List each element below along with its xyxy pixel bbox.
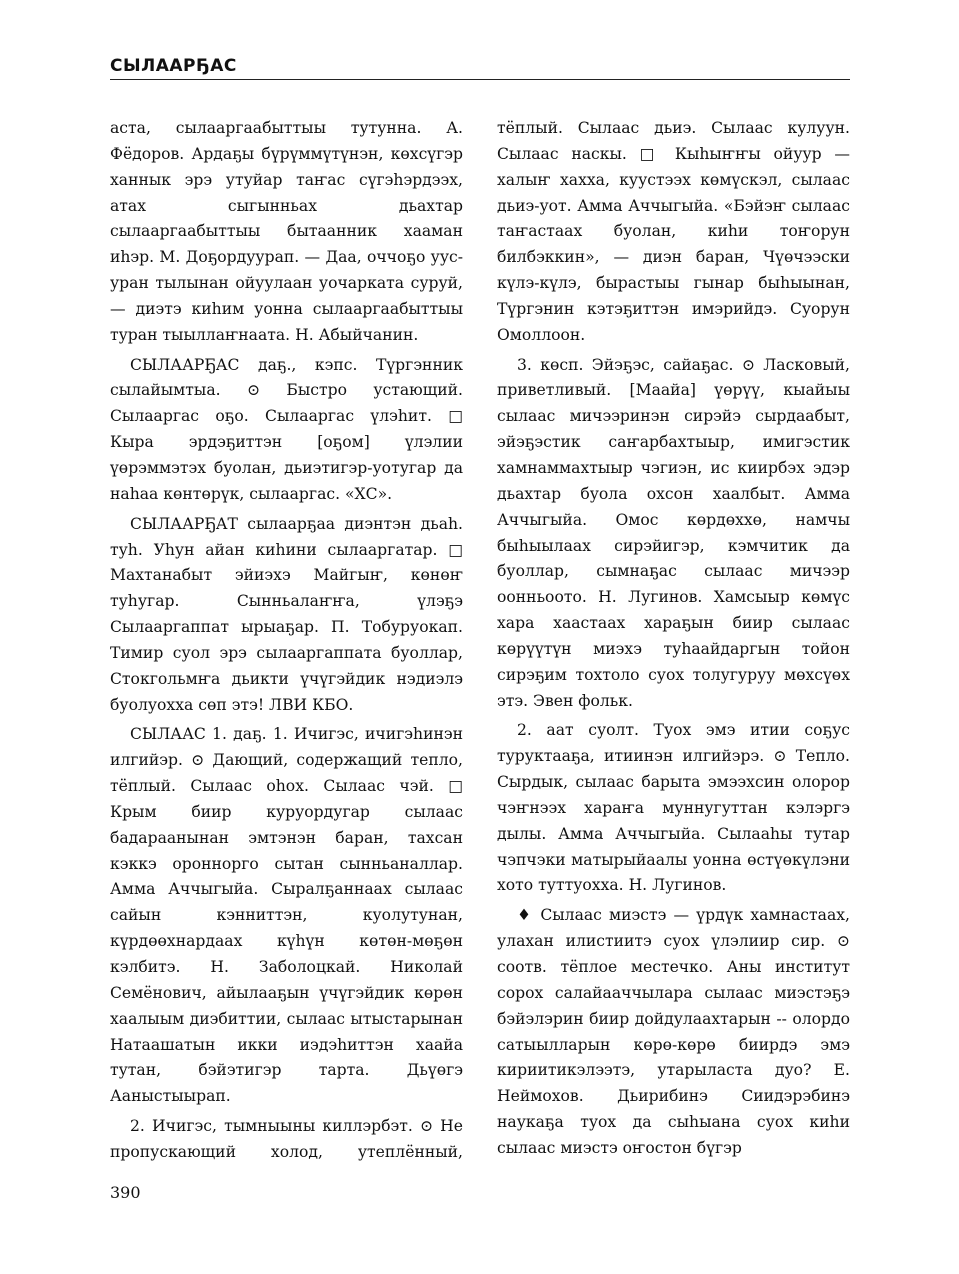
header-rule bbox=[110, 79, 850, 80]
entry-continuation: аста, сылааргаабыттыы тутунна. А. Фёдоров. Ардаҕы бүрүммүтүнэн, көхсүгэр ханнык эрэ утуйар таҥас сүгэһэрдээх, атах сыгынньах дьахтар сылааргаабыттыы бытаанник хааман иһэр. М. Доҕордуурап. — Даа, оччоҕо уус-уран тылынан ойуулаан уочарката суруй, — диэтэ киһим уонна сылааргаабыттыы туран тыыллаҥнаата. Н. Абыйчанин. bbox=[110, 119, 463, 344]
entry-sylaas-noun: 2. аат суолт. Туох эмэ итии соҕус туруктааҕа, итиинэн илгийэрэ. ⊙ Тепло. Сырдык, сылаас барыта эмээхсин олорор чэҥнээх хараҥа муннугуттан кэлэргэ дылы. Амма Аччыгыйа. Сылааһы тутар чэпчэки матырыйаалы уонна өстүөкүлэни хото туттуохха. Н. Лугинов. bbox=[497, 721, 850, 895]
entry-sylaas-sense-2-cont: тёплый. Сылаас дьиэ. Сылаас кулуун. Сылаас наскы. □ Кыһыҥҥы ойуур — халыҥ хахха, куустээх көмүскэл, сылаас дьиэ-уот. Амма Аччыгыйа. «Бэйэҥ сылаас таҥастаах буолан, киһи тоҥорун билбэккин», — диэн баран, Чүөчээски күлэ-күлэ, бырастыы гынар быһыынан, Түргэнин кэтэҕиттэн имэрийдэ. Суорун Омоллоон. bbox=[497, 119, 850, 344]
right-column bbox=[497, 116, 850, 1166]
entry-sylaargat: СЫЛААРҔАТ сылаарҕаа диэнтэн дьаһ. туһ. Уһун айан киһини сылааргатар. □ Махтанабыт эйиэхэ Майгыҥ, көнөҥ туһугар. Сынньалаҥҥа, үлэҕэ Сылааргаппат ырыаҕар. П. Тобуруокап. Тимир суол эрэ сылааргаппата буоллар, Стокгольмҥа дьикти үчүгэйдик нэдиэлэ буолуохха сөп этэ! ЛВИ КБО. bbox=[110, 514, 463, 714]
idiom-sylaas-mieste: ♦ Сылаас миэстэ — үрдүк хамнастаах, улахан илистиитэ суох үлэлиир сир. ⊙ соотв. тёплое местечко. Аны институт сорох салайааччылара сылаас миэстэҕэ бэйэлэрин биир дойдулаахтарын -- олордо сатыылларын көрө-көрө биирдэ эмэ кириитикэлээтэ, утарыласта дуо? Е. Неймохов. Дьирибинэ Сиидэрэбинэ наукаҕа туох да сыһыана суох киһи сылаас миэстэ оҥостон бүгэр bbox=[497, 906, 850, 1157]
left-column bbox=[110, 116, 463, 1170]
entry-sylaas-sense-2: 2. Ичигэс, тымныыны киллэрбэт. ⊙ Не пропускающий холод, утеплённый, bbox=[110, 1117, 463, 1161]
entry-sylaas-sense-3: 3. көсп. Эйэҕэс, сайаҕас. ⊙ Ласковый, приветливый. [Маайа] үөрүү, кыайыы сылаас мичээринэн сирэйэ сырдаабыт, эйэҕэстик саҥарбахтыыр, имигэстик хамнаммахтыыр чэгиэн, ис киирбэх эдэр дьахтар буола охсон хаалбыт. Амма Аччыгыйа. Омос көрдөххө, намчы быһыылаах сирэйигэр, кэмчитик да буоллар, сымнаҕас сылаас мичээр оонньоото. Н. Лугинов. Хамсыыр көмүс хара хаастаах хараҕын биир сылаас көрүүтүн миэхэ туһаайдаргын тойон сирэҕим тохтоло суох толугуруу мөхсүөх этэ. Эвен фольк. bbox=[497, 355, 850, 710]
running-header: СЫЛААРҔАС bbox=[110, 56, 237, 76]
entry-sylaas-1: СЫЛААС 1. даҕ. 1. Ичигэс, ичигэһинэн илгийэр. ⊙ Дающий, содержащий тепло, тёплый. Сылаас оһох. Сылаас чэй. □ Крым биир куруордугар сылаас бадараанынан эмтэнэн баран, тахсан кэккэ оронноргo сытан сынньаналлар. Амма Аччыгыйа. Сыралҕаннаах сылаас сайын кэнниттэн, куолутунан, күрдөөхнардаах күһүн көтөн-мөҕөн кэлбитэ. Н. Заболоцкай. Николай Семёнович, айылааҕын үчүгэйдик көрөн хаалыым диэбиттии, сылаас ытыстарынан Натаашатын икки иэдэһиттэн хаайа тутан, бэйэтигэр тарта. Дьүөгэ Ааныстыырап. bbox=[110, 725, 463, 1106]
page-number: 390 bbox=[110, 1183, 141, 1202]
entry-sylaargas: СЫЛААРҔАС даҕ., кэпс. Түргэнник сылайымтыа. ⊙ Быстро устающий. Сылааргас оҕо. Сылааргас үлэһит. □ Кыра эрдэҕиттэн [оҕом] үлэлии үөрэммэтэх буолан, дьиэтигэр-уотугар да наһаа көнтөрүк, сылааргас. «ХС». bbox=[110, 355, 463, 503]
